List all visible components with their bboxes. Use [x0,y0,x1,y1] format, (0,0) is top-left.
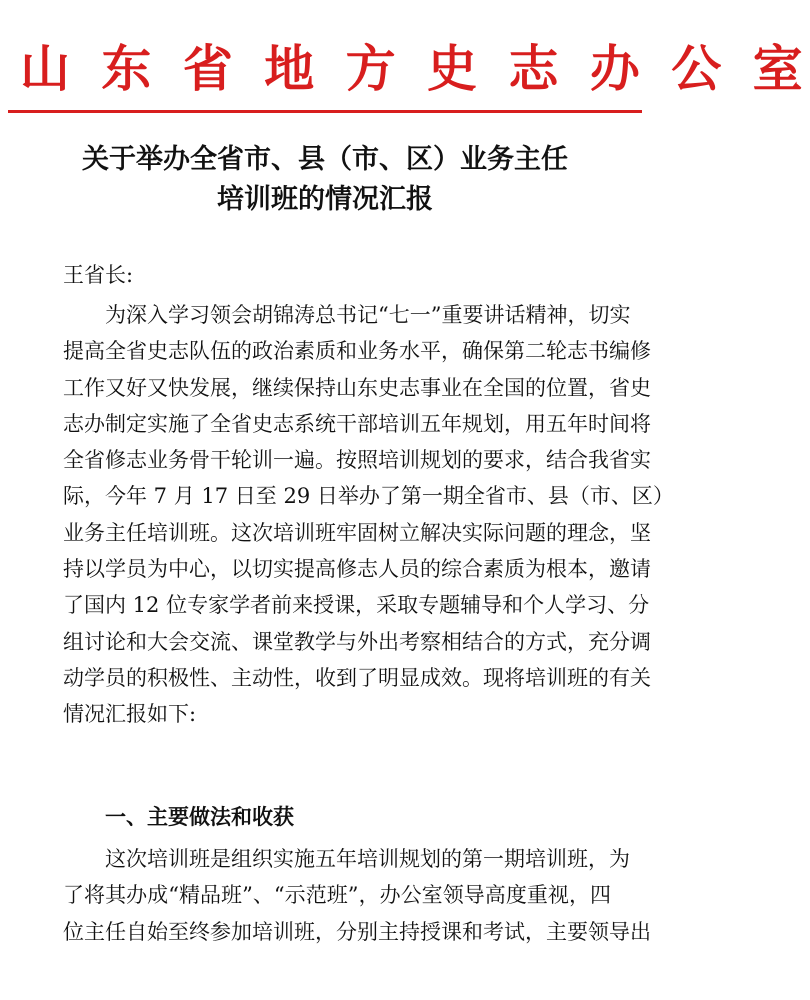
paragraph-line: 动学员的积极性、主动性，收到了明显成效。现将培训班的有关 [63,665,651,690]
paragraph-line: 了将其办成“精品班”、“示范班”，办公室领导高度重视，四 [63,883,611,908]
letterhead-red-rule [8,110,642,113]
document-title-line-1: 关于举办全省市、县（市、区）业务主任 [82,144,568,175]
document-title-line-2: 培训班的情况汇报 [217,184,433,215]
paragraph-line: 志办制定实施了全省史志系统干部培训五年规划，用五年时间将 [63,411,651,436]
paragraph-intro [63,297,674,733]
section-heading-1: 一、主要做法和收获 [105,805,294,829]
paragraph-line: 业务主任培训班。这次培训班牢固树立解决实际问题的理念，坚 [63,520,651,545]
paragraph-line: 了国内 12 位专家学者前来授课，采取专题辅导和个人学习、分 [63,593,650,618]
paragraph-line: 这次培训班是组织实施五年培训规划的第一期培训班，为 [105,847,630,871]
paragraph-line: 际，今年 7 月 17 日至 29 日举办了第一期全省市、县（市、区） [63,484,674,509]
salutation: 王省长: [63,263,134,287]
paragraph-line: 工作又好又快发展，继续保持山东史志事业在全国的位置，省史 [63,375,651,400]
paragraph-line: 提高全省史志队伍的政治素质和业务水平，确保第二轮志书编修 [63,339,651,364]
paragraph-line: 组讨论和大会交流、课堂教学与外出考察相结合的方式，充分调 [63,629,651,654]
paragraph-line: 位主任自始至终参加培训班，分别主持授课和考试，主要领导出 [63,919,651,944]
letterhead-organization: 山 东 省 地 方 史 志 办 公 室 [20,39,810,98]
paragraph-line: 为深入学习领会胡锦涛总书记“七一”重要讲话精神，切实 [105,303,631,327]
document-title [30,140,620,220]
paragraph-line: 全省修志业务骨干轮训一遍。按照培训规划的要求，结合我省实 [63,448,651,473]
paragraph-section-1 [63,841,651,950]
paragraph-line: 情况汇报如下: [63,702,197,727]
paragraph-line: 持以学员为中心，以切实提高修志人员的综合素质为根本，邀请 [63,557,651,582]
